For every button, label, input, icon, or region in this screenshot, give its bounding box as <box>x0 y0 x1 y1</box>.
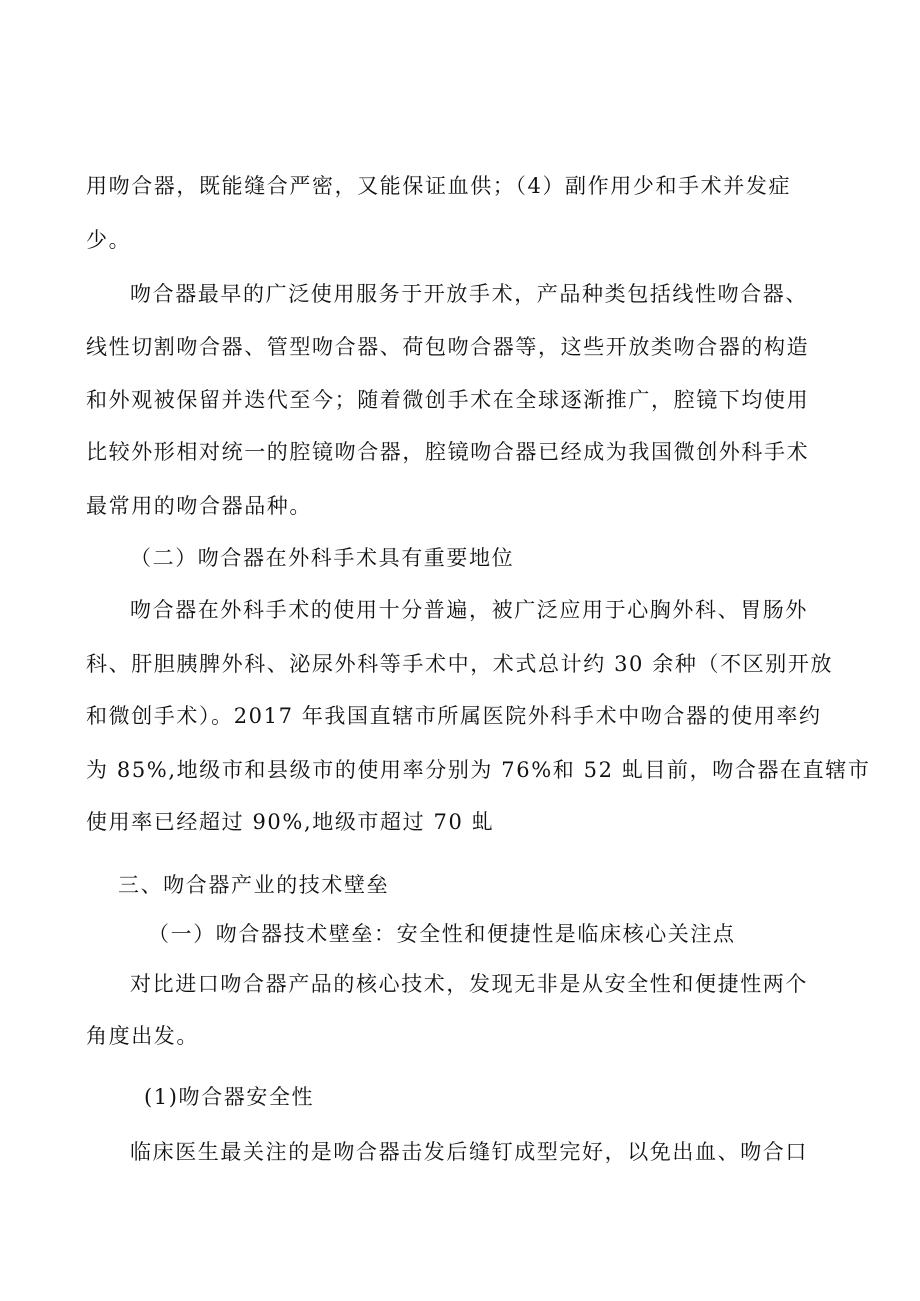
chapter-heading-3: 三、吻合器产业的技术壁垒 <box>118 873 390 897</box>
para-usage-line-5: 使用率已经超过 90%,地级市超过 70 虬 <box>86 810 495 834</box>
para-history-line-1: 吻合器最早的广泛使用服务于开放手术，产品种类包括线性吻合器、 <box>130 282 808 306</box>
para-safety-line-1: 临床医生最关注的是吻合器击发后缝钉成型完好，以免出血、吻合口 <box>130 1140 808 1164</box>
para-tech-line-1: 对比进口吻合器产品的核心技术，发现无非是从安全性和便捷性两个 <box>130 972 808 996</box>
para-history-line-4: 比较外形相对统一的腔镜吻合器，腔镜吻合器已经成为我国微创外科手术 <box>86 440 810 464</box>
para-intro-line-1: 用吻合器，既能缝合严密，又能保证血供；（4）副作用少和手术并发症 <box>86 174 792 198</box>
para-history-line-2: 线性切割吻合器、管型吻合器、荷包吻合器等，这些开放类吻合器的构造 <box>86 335 810 359</box>
para-usage-line-1: 吻合器在外科手术的使用十分普遍，被广泛应用于心胸外科、胃肠外 <box>130 598 808 622</box>
para-usage-line-4: 为 85%,地级市和县级市的使用率分别为 76%和 52 虬目前，吻合器在直辖市 <box>86 758 871 782</box>
section-heading-2: （二）吻合器在外科手术具有重要地位 <box>130 546 515 570</box>
para-usage-line-3: 和微创手术）。2017 年我国直辖市所属医院外科手术中吻合器的使用率约 <box>86 704 822 728</box>
section-heading-3-1: （一）吻合器技术壁垒：安全性和便捷性是临床核心关注点 <box>148 922 736 946</box>
para-intro-line-2: 少。 <box>86 228 132 252</box>
item-1-heading: (1)吻合器安全性 <box>144 1085 315 1109</box>
para-history-line-3: 和外观被保留并迭代至今；随着微创手术在全球逐渐推广，腔镜下均使用 <box>86 388 810 412</box>
para-history-line-5: 最常用的吻合器品种。 <box>86 494 312 518</box>
para-usage-line-2: 科、肝胆胰脾外科、泌尿外科等手术中，术式总计约 30 余种（不区别开放 <box>86 652 834 676</box>
para-tech-line-2: 角度出发。 <box>86 1024 199 1048</box>
